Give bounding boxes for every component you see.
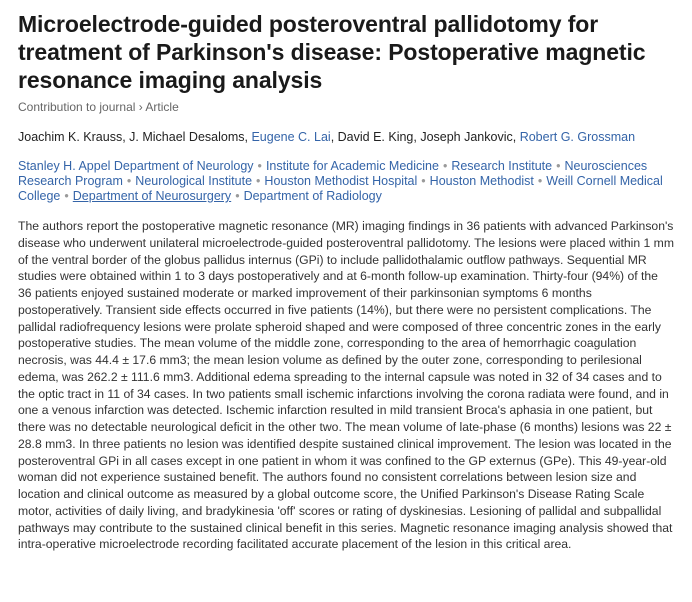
author-name: J. Michael Desaloms xyxy=(129,130,245,144)
affiliation-separator: • xyxy=(256,174,261,188)
affiliation-separator: • xyxy=(442,159,448,173)
affiliation-link[interactable]: Institute for Academic Medicine xyxy=(265,159,439,173)
affiliation-link[interactable]: Research Institute xyxy=(451,159,553,173)
author-separator: , xyxy=(122,130,130,144)
article-title: Microelectrode-guided posteroventral pallidotomy for treatment of Parkinson's disease: Postoperative magnetic resonance imaging analysis xyxy=(18,11,646,93)
affiliation-link[interactable]: Weill Cornell Medical College xyxy=(18,174,663,203)
affiliation-separator: • xyxy=(64,189,69,203)
affiliation-separator: • xyxy=(421,174,426,188)
author-name: Joseph Jankovic xyxy=(420,130,513,144)
author-separator: , xyxy=(512,130,520,144)
affiliation-separator: • xyxy=(556,159,561,173)
affiliation-separator: • xyxy=(126,174,132,188)
author-separator: , xyxy=(330,130,338,144)
author-name: David E. King xyxy=(337,130,414,144)
author-separator: , xyxy=(413,130,421,144)
affiliation-link[interactable]: Neurosciences Research Program xyxy=(18,159,648,188)
author-name: Joachim K. Krauss xyxy=(18,130,123,144)
affiliation-link[interactable]: Department of Radiology xyxy=(243,189,382,203)
abstract-text: The authors report the postoperative magnetic resonance (MR) imaging findings in 36 patients with advanced Parkinson's disease who underwent unilateral microelectrode-guided posteroventral pallidotomy. The lesions were placed within 1 mm of the ventral border of the globus pallidus internus (GPi) to include pallidothalamic outflow pathways. Sequential MR studies were obtained within 1 to 3 days postoperatively and at 6-month follow-up examination. Thirty-four (94%) of the 36 patients enjoyed sustained moderate or marked improvement of their parkinsonian symptoms 6 months postoperatively. Transient side effects occurred in five patients (14%), but there were no persistent complications. The pallidal radiofrequency lesions were prolate spheroid shaped and were composed of three concentric zones in the early postoperative studies. The mean volume of the middle zone, corresponding to the area of hemorrhagic coagulation necrosis, was 44.4 ± 17.6 mm3; the mean lesion volume as defined by the outer zone, corresponding to perilesional edema, was 262.2 ± 111.6 mm3. Additional edema spreading to the internal capsule was noted in 32 of 34 cases and to the optic tract in 11 of 34 cases. In two patients small ischemic infarctions involving the corona radiata were found, and in one a venous infarction was detected. Ischemic infarction resulted in mild transient Broca's aphasia in one patient, but there was no detectable neurological deficit in the other two. The mean volume of late-phase (6 months) lesions was 22 ± 28.8 mm3. In three patients no lesion was identified despite sustained clinical improvement. The lesion was located in the posteroventral GPi in all cases except in one patient in whom it was confined to the GP externus (GPe). This 49-year-old woman did not experience sustained benefit. The authors found no consistent correlations between lesion size and location and clinical outcome as measured by a global outcome score, the Unified Parkinson's Disease Rating Scale motor, activities of daily living, and bradykinesia 'off' scores or rating of dyskinesias. Lesioning of pallidal and subpallidal pathways may contribute to the sustained clinical benefit in this series. Magnetic resonance imaging analysis showed that intra-operative microelectrode recording facilitated accurate placement of the lesion in this critical area. xyxy=(18,219,674,552)
affiliation-separator: • xyxy=(235,189,240,203)
affiliation-list xyxy=(18,159,672,204)
contribution-type: Contribution to journal › Article xyxy=(18,100,179,114)
affiliation-separator: • xyxy=(537,174,543,188)
affiliation-link[interactable]: Houston Methodist xyxy=(429,174,534,188)
affiliation-link[interactable]: Department of Neurosurgery xyxy=(72,189,232,203)
affiliation-link[interactable]: Neurological Institute xyxy=(135,174,253,188)
author-link[interactable]: Eugene C. Lai xyxy=(251,130,331,144)
affiliation-link[interactable]: Stanley H. Appel Department of Neurology xyxy=(18,159,254,173)
affiliation-link[interactable]: Houston Methodist Hospital xyxy=(264,174,418,188)
author-link[interactable]: Robert G. Grossman xyxy=(519,130,636,144)
affiliation-separator: • xyxy=(257,159,262,173)
author-list xyxy=(18,128,672,146)
author-separator: , xyxy=(244,130,252,144)
